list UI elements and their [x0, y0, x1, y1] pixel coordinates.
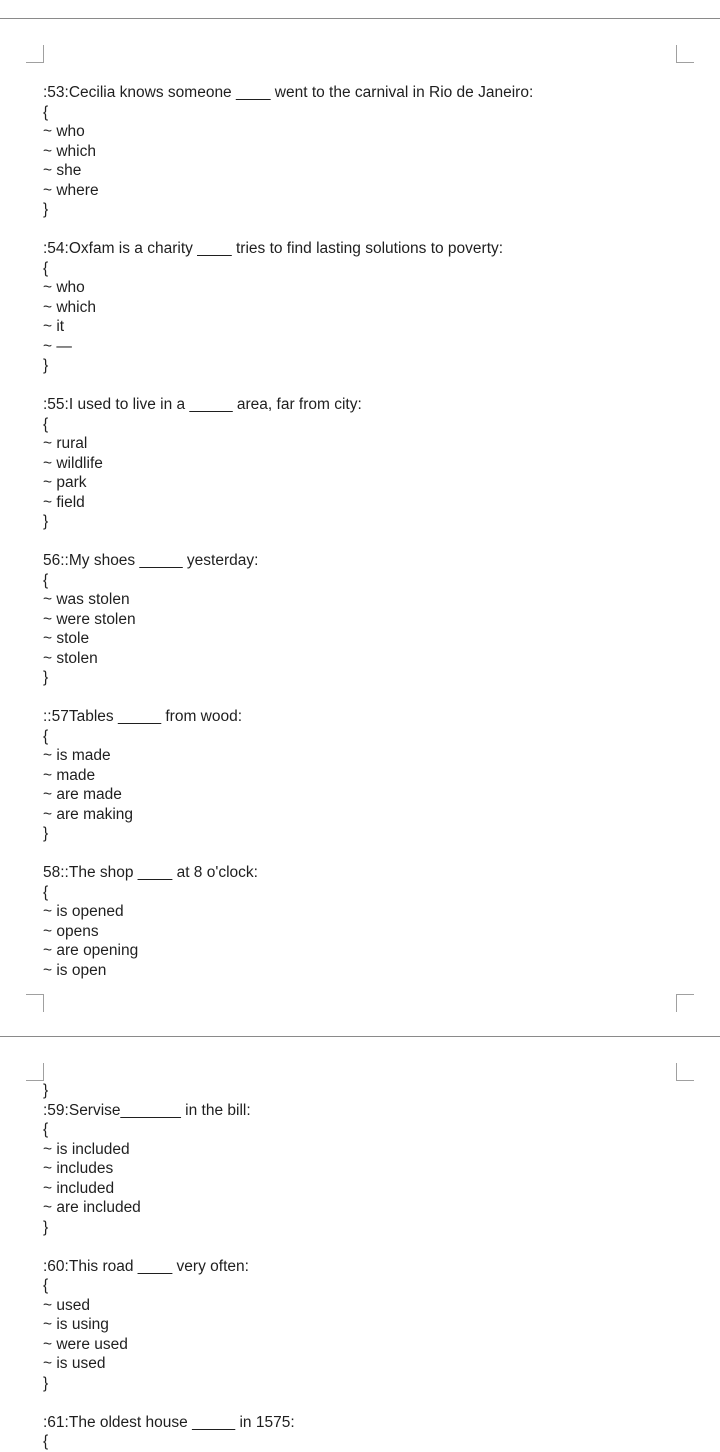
- option: ~ rural: [43, 435, 88, 452]
- option: ~ which: [43, 298, 96, 316]
- question-text: ::57Tables _____ from wood:: [43, 708, 243, 725]
- close-brace: }: [43, 201, 49, 218]
- page-break-line: [0, 1036, 720, 1037]
- question-text: :59:Servise_______ in the bill:: [43, 1101, 251, 1119]
- spacer: [43, 688, 683, 708]
- open-brace: {: [43, 727, 49, 745]
- question-text: :54:Oxfam is a charity ____ tries to find lasting solutions to poverty:: [43, 240, 504, 257]
- option: ~ park: [43, 474, 87, 491]
- open-brace: {: [43, 571, 49, 589]
- question-text: 56::My shoes _____ yesterday:: [43, 552, 259, 569]
- option: ~ —: [43, 337, 72, 355]
- option: ~ who: [43, 279, 85, 296]
- option: ~ stolen: [43, 649, 98, 667]
- option: ~ used: [43, 1296, 90, 1314]
- option: ~ wildlife: [43, 454, 103, 472]
- close-brace: }: [43, 1374, 49, 1392]
- question-text: :60:This road ____ very often:: [43, 1257, 249, 1275]
- option: ~ it: [43, 318, 65, 335]
- spacer: [43, 532, 683, 552]
- option: ~ she: [43, 162, 82, 179]
- spacer: [43, 376, 683, 396]
- question-block-57: [43, 707, 683, 844]
- question-block-60: [43, 1257, 683, 1394]
- page2-corner-top-right: [676, 1063, 694, 1081]
- spacer: [43, 220, 683, 240]
- close-brace: }: [43, 669, 49, 686]
- page1-content: [43, 83, 683, 980]
- page-top-border: [0, 18, 720, 19]
- spacer: [43, 844, 683, 864]
- page1-corner-top-left: [26, 45, 44, 63]
- option: ~ is using: [43, 1316, 109, 1333]
- page2-content: [43, 1081, 683, 1452]
- option: ~ is included: [43, 1140, 130, 1158]
- page2-corner-top-left: [26, 1063, 44, 1081]
- open-brace: {: [43, 415, 49, 433]
- option: ~ is open: [43, 961, 107, 979]
- question-text: :55:I used to live in a _____ area, far from city:: [43, 396, 362, 413]
- close-brace: }: [43, 825, 49, 842]
- option: ~ included: [43, 1179, 115, 1197]
- question-block-59: [43, 1101, 683, 1238]
- question-text: 58::The shop ____ at 8 o'clock:: [43, 864, 258, 881]
- option: ~ made: [43, 766, 96, 784]
- close-brace: }: [43, 1218, 49, 1236]
- close-brace: }: [43, 1082, 49, 1099]
- question-block-58: [43, 863, 683, 980]
- option: ~ is made: [43, 747, 111, 764]
- question-block-53: [43, 83, 683, 220]
- option: ~ includes: [43, 1160, 114, 1177]
- open-brace: {: [43, 1433, 49, 1450]
- option: ~ are included: [43, 1199, 141, 1216]
- spacer: [43, 1393, 683, 1413]
- open-brace: {: [43, 103, 49, 121]
- page1-corner-bottom-right: [676, 994, 694, 1012]
- option: ~ are made: [43, 786, 122, 803]
- question-block-56: [43, 551, 683, 688]
- option: ~ are making: [43, 805, 134, 823]
- option: ~ where: [43, 181, 99, 199]
- question-block-54: [43, 239, 683, 376]
- option: ~ which: [43, 142, 96, 160]
- spacer: [43, 1237, 683, 1257]
- close-brace: }: [43, 513, 49, 530]
- open-brace: {: [43, 883, 49, 901]
- option: ~ who: [43, 123, 85, 140]
- question-text: :61:The oldest house _____ in 1575:: [43, 1413, 295, 1431]
- option: ~ opens: [43, 922, 99, 940]
- open-brace: {: [43, 1121, 49, 1138]
- option: ~ stole: [43, 630, 90, 647]
- option: ~ were stolen: [43, 610, 136, 628]
- open-brace: {: [43, 259, 49, 277]
- question-block-55: [43, 395, 683, 532]
- question-block-61: [43, 1413, 683, 1452]
- page1-corner-top-right: [676, 45, 694, 63]
- question-text: :53:Cecilia knows someone ____ went to the carnival in Rio de Janeiro:: [43, 84, 534, 101]
- option: ~ is used: [43, 1355, 106, 1372]
- option: ~ are opening: [43, 942, 139, 959]
- open-brace: {: [43, 1277, 49, 1294]
- page1-corner-bottom-left: [26, 994, 44, 1012]
- close-brace: }: [43, 357, 49, 374]
- option: ~ is opened: [43, 903, 124, 920]
- option: ~ field: [43, 493, 85, 511]
- option: ~ were used: [43, 1335, 128, 1353]
- option: ~ was stolen: [43, 591, 130, 608]
